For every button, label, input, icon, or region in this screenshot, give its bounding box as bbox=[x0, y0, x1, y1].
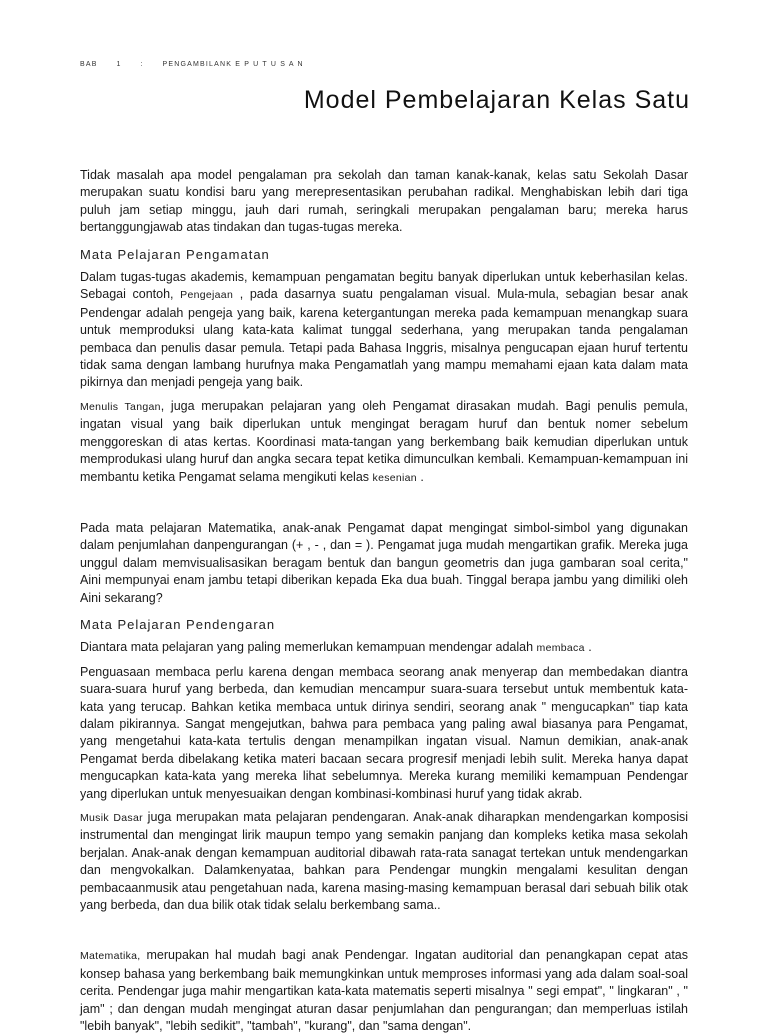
paragraph bbox=[80, 947, 688, 1035]
term: kesenian bbox=[372, 471, 417, 484]
section-heading-pengamatan: Mata Pelajaran Pengamatan bbox=[80, 246, 270, 262]
paragraph-text: Diantara mata pelajaran yang paling memerlukan kemampuan mendengar adalah bbox=[80, 640, 537, 655]
chapter-header: BAB 1 : PENGAMBILANK E P U T U S A N bbox=[80, 61, 304, 68]
paragraph bbox=[80, 639, 688, 657]
term: membaca bbox=[536, 642, 585, 655]
paragraph-text: merupakan hal mudah bagi anak Pendengar. Ingatan auditorial dan penangkapan cepat atas konsep bahasa yang berkembang baik memungkinkan untuk memproses informasi yang ada dalam soal-soal cerita. Pendengar juga mahir mengartikan kata-kata matematis seperti misalnya " segi empat", " lingkaran" , " jam" ; dan dengan mudah mengingat aturan dasar penjumlahan dan pengurangan; dan memperluas istilah "lebih banyak", "lebih sedikit", "tambah", "kurang", dan "sama dengan". bbox=[80, 948, 688, 1034]
page-title: Model Pembelajaran Kelas Satu bbox=[303, 86, 690, 114]
paragraph-text: , pada dasarnya suatu pengalaman visual. Mula-mula, sebagian besar anak Pendengar adalah pengeja yang baik, karena ketergantungan mereka pada kemampuan menangkap suara untuk memproduksi ulang kata-kata kalimat tunggal sederhana, yang merupakan tanda pengalaman pembaca dan penulis dasar pemula. Tetapi pada Bahasa Inggris, misalnya pengucapan ejaan huruf tertentu tidak sama dengan lambang hurufnya maka Pengamatlah yang mampu memahami ejaan kata dalam mata pikirnya dan menjadi pengeja yang baik. bbox=[80, 287, 688, 390]
paragraph-text: . bbox=[416, 469, 424, 484]
paragraph-text: , juga merupakan pelajaran yang oleh Pengamat dirasakan mudah. Bagi penulis pemula, ingatan visual yang baik diperlukan untuk mengingat beragam huruf dan bentuk nomer sebelum menggoreskan di atas kertas. Koordinasi mata-tangan yang berkembang baik kemudian diperlukan untuk memprodukasi ulang huruf dan angka secara tepat ketika dimunculkan kembali. Kemampuan-kemampuan ini membantu ketika Pengamat selama mengikuti kelas bbox=[80, 398, 688, 484]
term: Matematika, bbox=[80, 950, 141, 963]
document-body bbox=[80, 167, 688, 1035]
term: Musik Dasar bbox=[80, 812, 143, 824]
paragraph bbox=[80, 398, 688, 487]
term: Pengejaan bbox=[180, 289, 234, 302]
paragraph: Pada mata pelajaran Matematika, anak-anak Pengamat dapat mengingat simbol-simbol yang digunakan dalam penjumlahan danpengurangan (+ , - , dan = ). Pengamat juga mudah mengartikan grafik. Mereka juga unggul dalam memvisualisasikan beragam bentuk dan bangun geometris dan juga gambaran soal cerita," Aini mempunyai enam jambu tetapi diberikan kepada Eka dua buah. Tinggal berapa jambu yang dimiliki oleh Aini sekarang? bbox=[80, 520, 688, 605]
paragraph: Penguasaan membaca perlu karena dengan membaca seorang anak menyerap dan membedakan diantra suara-suara huruf yang berbeda, dan kemudian mencampur suara-suara tersebut untuk membentuk kata-kata yang terucap. Bahkan ketika membaca untuk dirinya sendiri, seorang anak " mengucapkan" tiap kata dalam pikirannya. Sangat mengejutkan, bahwa para pembaca yang paling awal biasanya para Pengamat, yang mengetahui kata-kata tertulis dengan menampilkan ingatan visual. Namun demikian, anak-anak Pengamat berda dibelakang ketika materi bacaan secara progresif menjadi lebih sulit. Mereka hanya dapat mengucapkan kata-kata yang mereka lihat sebelumnya. Mereka kurang memiliki kemampuan Pendengar yang diperlukan untuk menyesuaikan dengan kombinasi-kombinasi huruf yang tidak akrab. bbox=[80, 664, 688, 801]
paragraph-text: Dalam tugas-tugas akademis, kemampuan pengamatan begitu banyak diperlukan untuk keberhasilan kelas. Sebagai contoh, bbox=[80, 270, 688, 302]
paragraph-text: juga merupakan mata pelajaran pendengaran. Anak-anak diharapkan mendengarkan komposisi instrumental dan mengingat lirik maupun tempo yang semakin panjang dan kompleks ketika masa sekolah berjalan. Anak-anak dengan kemampuan auditorial dibawah rata-rata sanagat tertekan untuk mendengarkan dan mengvokalkan. Dalamkenyataa, bahkan para Pendengar mungkin mengalami kesulitan dengan pembacaanmusik atau pengetahuan nada, karena masing-masing kemampuan berasal dari sebuah bilik otak yang berbeda, dan dua bilik otak tidak selalu berkembang sama.. bbox=[80, 810, 688, 913]
intro-paragraph: Tidak masalah apa model pengalaman pra sekolah dan taman kanak-kanak, kelas satu Sekolah Dasar merupakan suatu kondisi baru yang merepresentasikan perubahan radikal. Menghabiskan lebih dari tiga puluh jam setiap minggu, jauh dari rumah, seringkali merupakan pengalaman baru; mereka harus bertanggungjawab atas tindakan dan tugas-tugas mereka. bbox=[80, 168, 688, 235]
section-heading-pendengaran: Mata Pelajaran Pendengaran bbox=[80, 616, 276, 632]
paragraph bbox=[80, 809, 688, 914]
term: Menulis Tangan bbox=[80, 400, 161, 413]
paragraph bbox=[80, 269, 688, 392]
paragraph-text: . bbox=[584, 640, 592, 655]
